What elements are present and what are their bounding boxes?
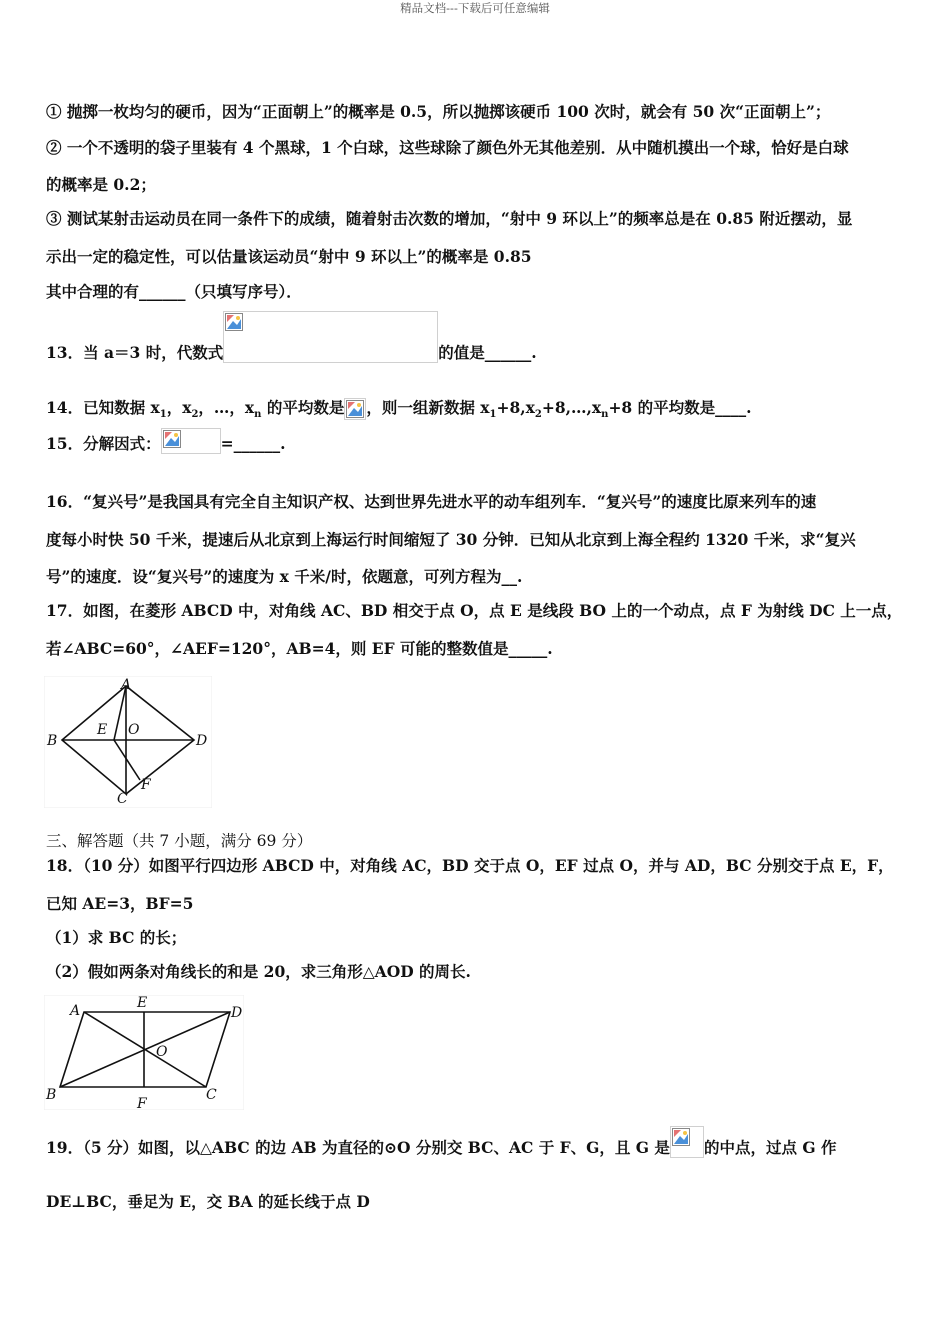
- q19-text: 19．（5 分）如图，以△ABC 的边 AB 为直径的⊙O 分别交 BC、AC 于 F、G，且 G 是: [46, 1138, 670, 1157]
- q17-line-2: 若∠ABC=60°，∠AEF=120°，AB=4，则 EF 可能的整数值是_____.: [46, 639, 553, 658]
- label-e: E: [137, 995, 148, 1011]
- label-b: B: [46, 1087, 57, 1103]
- broken-image-placeholder: [161, 428, 221, 454]
- q13: [46, 311, 537, 363]
- q18-line-2: 已知 AE=3，BF=5: [46, 894, 194, 913]
- q14-text: +8,…,x: [541, 398, 602, 417]
- label-f: F: [141, 777, 151, 793]
- q19-line-1: [46, 1126, 836, 1158]
- q14-text: ，x: [166, 398, 192, 417]
- label-d: D: [231, 1005, 243, 1021]
- q14-text: ，…，x: [198, 398, 255, 417]
- label-e: E: [97, 722, 108, 738]
- q16-line-2: 度每小时快 50 千米，提速后从北京到上海运行时间缩短了 30 分钟．已知从北京到上海全程约 1320 千米，求“复兴: [46, 530, 856, 549]
- q15-prefix: 15．分解因式：: [46, 434, 161, 453]
- q14-sub: n: [601, 409, 609, 421]
- label-o: O: [128, 722, 140, 738]
- broken-image-icon: [163, 430, 181, 448]
- broken-image-icon: [346, 400, 364, 418]
- q12-item-3-line-2: 示出一定的稳定性，可以估量该运动员“射中 9 环以上”的概率是 0.85: [46, 247, 532, 266]
- label-o: O: [156, 1044, 168, 1060]
- q14-text: 14．已知数据 x: [46, 398, 160, 417]
- label-a: A: [70, 1003, 81, 1019]
- q18-part-1: （1）求 BC 的长；: [46, 928, 187, 947]
- q16-line-1: 16．“复兴号”是我国具有完全自主知识产权、达到世界先进水平的动车组列车．“复兴号”的速度比原来列车的速: [46, 492, 817, 511]
- q18-line-1: 18．（10 分）如图平行四边形 ABCD 中，对角线 AC，BD 交于点 O，EF 过点 O，并与 AD，BC 分别交于点 E，F，: [46, 856, 894, 875]
- q19-text: 的中点，过点 G 作: [703, 1138, 837, 1157]
- q14-text: +8,x: [496, 398, 535, 417]
- label-c: C: [206, 1087, 217, 1103]
- label-a: A: [121, 677, 132, 693]
- broken-image-placeholder: [223, 311, 438, 363]
- label-c: C: [117, 791, 128, 807]
- q15-suffix: =______.: [220, 434, 286, 453]
- label-d: D: [196, 733, 208, 749]
- rhombus-figure: [44, 676, 212, 808]
- section-heading: 三、解答题（共 7 小题，满分 69 分）: [46, 832, 313, 850]
- q14-text: +8 的平均数是____.: [608, 398, 752, 417]
- label-b: B: [47, 733, 58, 749]
- q18-part-2: （2）假如两条对角线长的和是 20，求三角形△AOD 的周长.: [46, 962, 471, 981]
- broken-image-placeholder: [670, 1126, 704, 1158]
- q14-text: 的平均数是: [261, 398, 345, 417]
- q14: [46, 396, 752, 420]
- q12-item-1: ① 抛掷一枚均匀的硬币，因为“正面朝上”的概率是 0.5，所以抛掷该硬币 100 次时，就会有 50 次“正面朝上”；: [46, 102, 831, 121]
- q19-line-2: DE⊥BC，垂足为 E，交 BA 的延长线于点 D: [46, 1192, 370, 1211]
- q14-sub: 1: [159, 409, 167, 421]
- q14-sub: 2: [191, 409, 199, 421]
- figure-frame: [44, 676, 212, 808]
- q14-sub: n: [254, 409, 262, 421]
- q12-question: 其中合理的有______（只填写序号）．: [46, 282, 302, 301]
- q13-suffix: 的值是______.: [438, 343, 537, 362]
- q16-line-3: 号”的速度．设“复兴号”的速度为 x 千米/时，依题意，可列方程为__.: [46, 567, 523, 586]
- q14-sub: 2: [534, 409, 542, 421]
- q12-item-2-line-2: 的概率是 0.2；: [46, 175, 156, 194]
- q17-line-1: 17．如图，在菱形 ABCD 中，对角线 AC、BD 相交于点 O，点 E 是线段 BO 上的一个动点，点 F 为射线 DC 上一点，: [46, 601, 903, 620]
- broken-image-icon: [672, 1128, 690, 1146]
- broken-image-placeholder: [344, 398, 366, 420]
- q14-sub: 1: [489, 409, 497, 421]
- q13-prefix: 13．当 a＝3 时，代数式: [46, 343, 224, 362]
- parallelogram-figure: [44, 995, 244, 1110]
- q15: [46, 428, 285, 454]
- q12-item-3-line-1: ③ 测试某射击运动员在同一条件下的成绩，随着射击次数的增加，“射中 9 环以上”的频率总是在 0.85 附近摆动，显: [46, 209, 853, 228]
- label-f: F: [137, 1096, 147, 1110]
- broken-image-icon: [225, 313, 243, 331]
- page-header: 精品文档---下载后可任意编辑: [400, 1, 550, 15]
- q14-text: ，则一组新数据 x: [366, 398, 490, 417]
- q12-item-2-line-1: ② 一个不透明的袋子里装有 4 个黑球，1 个白球，这些球除了颜色外无其他差别．从中随机摸出一个球，恰好是白球: [46, 138, 849, 157]
